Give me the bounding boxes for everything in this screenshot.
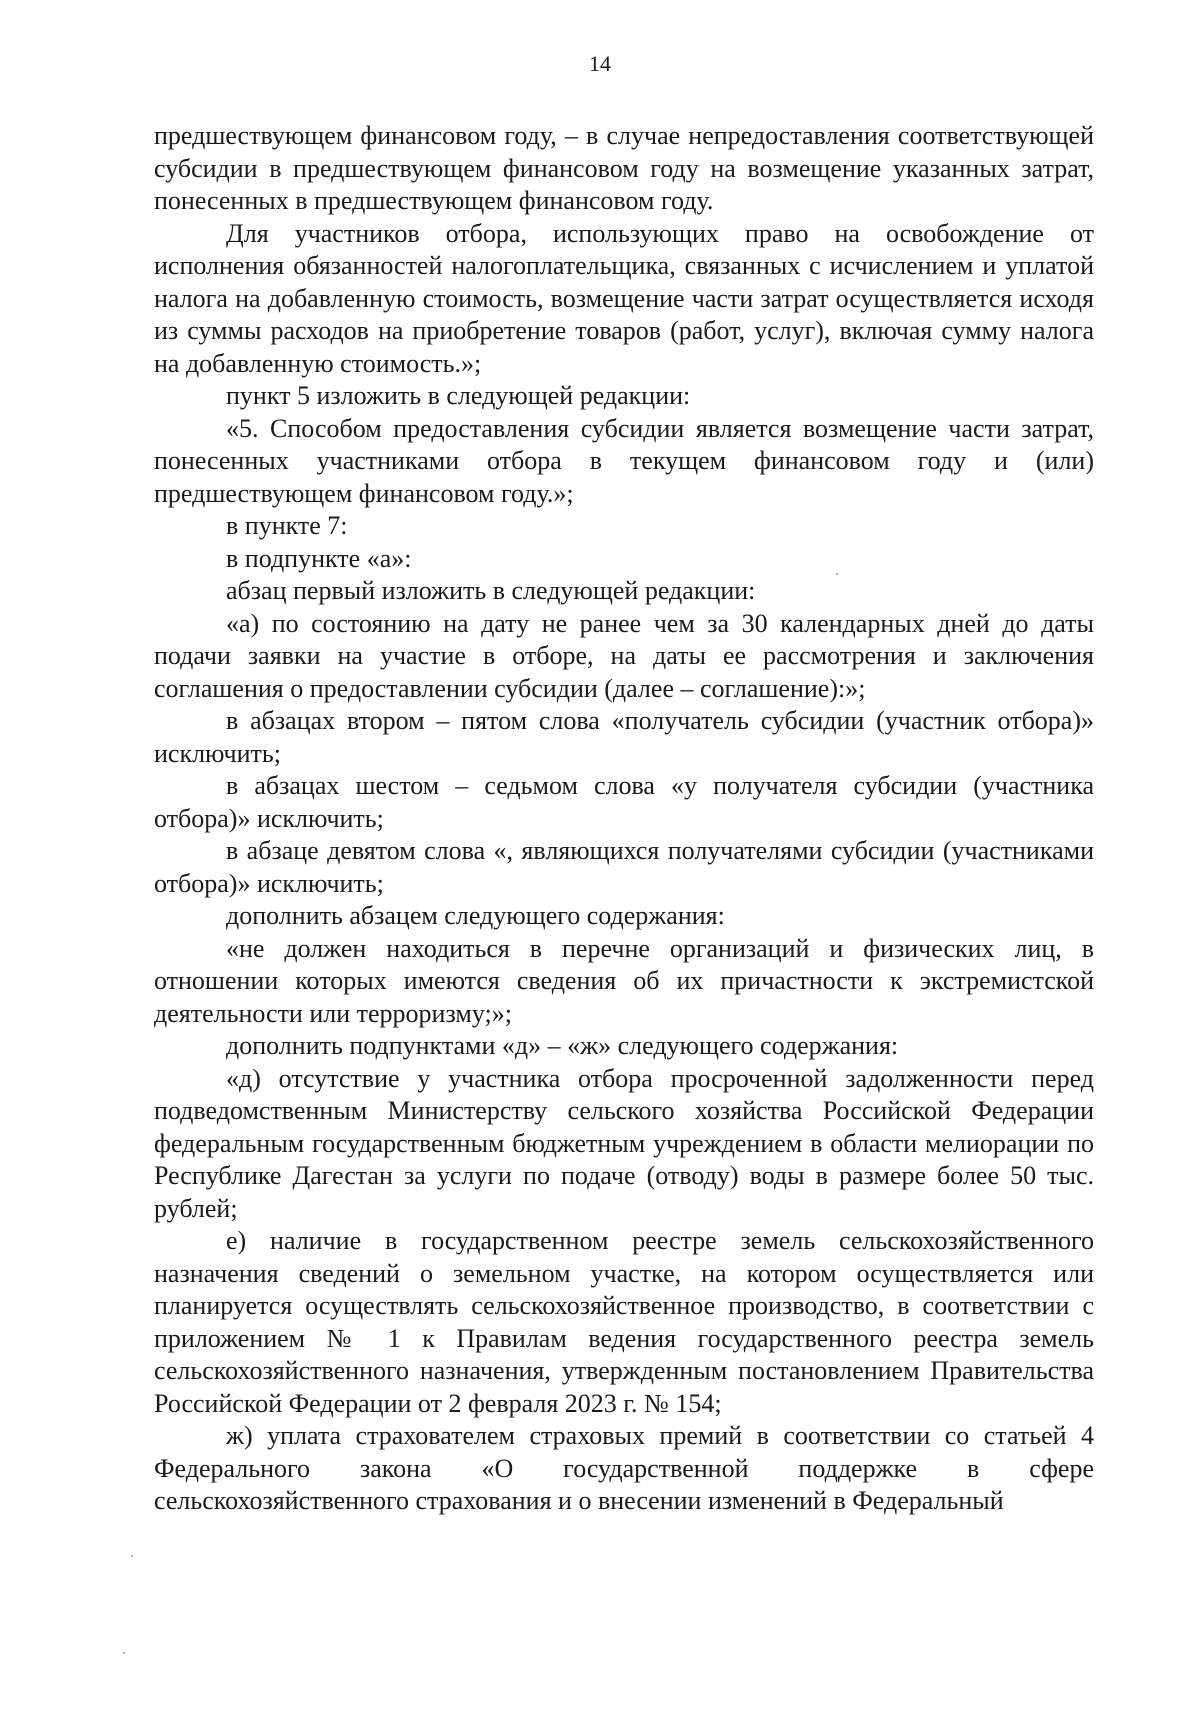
paragraph-abstracts-6-7: в абзацах шестом – седьмом слова «у получателя субсидии (участника отбора)» исключить; bbox=[154, 771, 1094, 833]
scan-speck bbox=[131, 1555, 133, 1557]
paragraph-subpoint-a-text: «а) по состоянию на дату не ранее чем за 30 календарных дней до даты подачи заявки на участие в отборе, на даты ее рассмотрения и заключения соглашения о предоставлении субсидии (далее – соглашение):»; bbox=[154, 608, 1094, 703]
page-number: 14 bbox=[589, 51, 611, 76]
paragraph-continuation: предшествующем финансовом году, – в случае непредоставления соответствующей субсидии в предшествующем финансовом году на возмещение указанных затрат, понесенных в предшествующем финансовом году. bbox=[154, 121, 1094, 215]
paragraph-point-5-intro: пункт 5 изложить в следующей редакции: bbox=[226, 381, 691, 410]
paragraph-abstract-9: в абзаце девятом слова «, являющихся получателями субсидии (участниками отбора)» исключить; bbox=[154, 836, 1094, 898]
scan-speck bbox=[836, 573, 838, 575]
paragraph-extremism-clause: «не должен находиться в перечне организаций и физических лиц, в отношении которых имеются сведения об их причастности к экстремистской деятельности или терроризму;»; bbox=[154, 933, 1094, 1028]
scan-speck bbox=[123, 1652, 125, 1654]
paragraph-abstracts-2-5: в абзацах втором – пятом слова «получатель субсидии (участник отбора)» исключить; bbox=[154, 706, 1094, 768]
paragraph-vat-exemption: Для участников отбора, использующих право на освобождение от исполнения обязанностей налогоплательщика, связанных с исчислением и уплатой налога на добавленную стоимость, возмещение части затрат осуществляется исходя из суммы расходов на приобретение товаров (работ, услуг), включая сумму налога на добавленную стоимость.»; bbox=[154, 218, 1094, 378]
document-body bbox=[154, 120, 1094, 1518]
paragraph-subpoint-zh: ж) уплата страхователем страховых премий в соответствии со статьей 4 Федерального закона «О государственной поддержке в сфере сельскохозяйственного страхования и о внесении изменений в Федеральный bbox=[154, 1421, 1094, 1515]
paragraph-first-abstract-intro: абзац первый изложить в следующей редакции: bbox=[226, 576, 756, 605]
paragraph-subpoint-a-intro: в подпункте «а»: bbox=[226, 543, 412, 573]
paragraph-add-abstract-intro: дополнить абзацем следующего содержания: bbox=[226, 901, 725, 930]
paragraph-point-7-intro: в пункте 7: bbox=[226, 511, 348, 540]
paragraph-add-subpoints-intro: дополнить подпунктами «д» – «ж» следующего содержания: bbox=[226, 1031, 899, 1060]
paragraph-point-5-text: «5. Способом предоставления субсидии является возмещение части затрат, понесенных участниками отбора в текущем финансовом году и (или) предшествующем финансовом году.»; bbox=[154, 413, 1094, 508]
paragraph-subpoint-d: «д) отсутствие у участника отбора просроченной задолженности перед подведомственным Министерству сельского хозяйства Российской Федерации федеральным государственным бюджетным учреждением в области мелиорации по Республике Дагестан за услуги по подаче (отводу) воды в размере более 50 тыс. рублей; bbox=[154, 1063, 1094, 1223]
paragraph-subpoint-e: е) наличие в государственном реестре земель сельскохозяйственного назначения сведений о земельном участке, на котором осуществляется или планируется осуществлять сельскохозяйственное производство, в соответствии с приложением № 1 к Правилам ведения государственного реестра земель сельскохозяйственного назначения, утвержденным постановлением Правительства Российской Федерации от 2 февраля 2023 г. № 154; bbox=[154, 1226, 1094, 1418]
